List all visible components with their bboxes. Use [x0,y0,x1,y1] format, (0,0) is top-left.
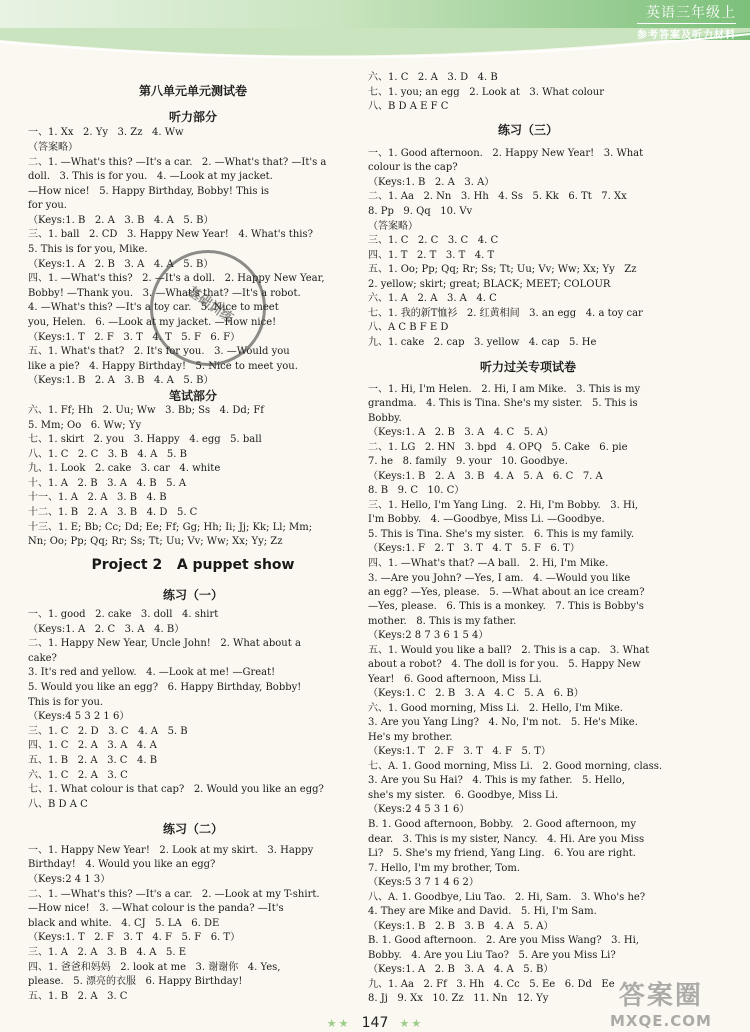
answer-line: I'm Bobby. 4. —Goodbye, Miss Li. —Goodbye. [368,514,605,525]
answer-line: for you. [28,200,67,211]
answer-line: 六、1. C 2. A 3. D 4. B [368,72,498,83]
answer-line: mother. 8. This is my father. [368,616,517,627]
answer-line: 三、1. A 2. A 3. B 4. A 5. E [28,947,187,958]
answer-line: 六、1. A 2. A 3. A 4. C [368,293,497,304]
answer-line: 十一、1. A 2. A 3. B 4. B [28,492,167,503]
answer-line: 5. This is for you, Mike. [28,244,148,255]
answer-line: 五、1. Would you like a ball? 2. This is a cap. 3. What [368,645,650,656]
answer-line: 六、1. Ff; Hh 2. Uu; Ww 3. Bb; Ss 4. Dd; Ff [28,405,264,416]
answer-line: 六、1. Good morning, Miss Li. 2. Hello, I'm Mike. [368,703,623,714]
header-rule [637,23,736,24]
page-number: 147 [361,1015,389,1031]
answer-line: Birthday! 4. Would you like an egg? [28,859,216,870]
answer-line: Bobby! —Thank you. 3. —What's that? —It's a robot. [28,288,301,299]
answer-line: 五、1. B 2. A 3. C 4. B [28,755,158,766]
answer-line: 三、1. Hello, I'm Yang Ling. 2. Hi, I'm Bobby. 3. Hi, [368,500,639,511]
answer-line: grandma. 4. This is Tina. She's my sister. 5. This is [368,398,638,409]
answer-line: B. 1. Good afternoon. 2. Are you Miss Wang? 3. Hi, [368,935,639,946]
answer-line: （答案略） [368,221,418,232]
answer-line: 3. Are you Yang Ling? 4. No, I'm not. 5. He's Mike. [368,717,638,728]
answer-line: —Yes, please. 6. This is a monkey. 7. This is Bobby's [368,601,644,612]
answer-line: 八、A C B F E D [368,322,449,333]
stamp-text: 基础训练 [184,284,236,327]
answer-line: Bobby. [368,413,402,424]
answer-line: （Keys:1. A 2. B 3. A 4. C 5. A） [368,427,554,438]
footer-stars-left: ★★ [326,1017,351,1030]
answer-line: 七、1. skirt 2. you 3. Happy 4. egg 5. ball [28,434,262,445]
answer-line: （Keys:1. A 2. B 3. A 4. A 5. B） [28,259,214,270]
answer-line: （Keys:1. F 2. T 3. T 4. T 5. F 6. T） [368,543,580,554]
answer-line: （Keys:1. B 2. B 3. B 4. A 5. A） [368,921,554,932]
answer-line: 3. Are you Su Hai? 4. This is my father. 5. Hello, [368,775,625,786]
answer-line: B. 1. Good afternoon, Bobby. 2. Good afternoon, my [368,819,637,830]
answer-line: Bobby. 4. Are you Liu Tao? 5. Are you Miss Li? [368,950,616,961]
answer-line: 五、1. Oo; Pp; Qq; Rr; Ss; Tt; Uu; Vv; Ww; Xx; Yy Zz [368,264,637,275]
answer-line: 二、1. —What's this? —It's a car. 2. —Look at my T-shirt. [28,889,320,900]
answer-line: He's my brother. [368,732,453,743]
answer-line: —How nice! 5. Happy Birthday, Bobby! This is [28,186,270,197]
answer-line: 二、1. Happy New Year, Uncle John! 2. What about a [28,638,301,649]
answer-line: 一、1. Hi, I'm Helen. 2. Hi, I am Mike. 3. This is my [368,384,641,395]
answer-line: you, Helen. 6. —Look at my jacket. —How nice! [28,317,277,328]
answer-line: 九、1. Aa 2. Ff 3. Hh 4. Cc 5. Ee 6. Dd Ee [368,979,615,990]
answer-line: 四、1. C 2. A 3. A 4. A [28,740,157,751]
answer-line: 四、1. —What's this? 2. —It's a doll. 2. Happy New Year, [28,273,325,284]
answer-line: 5. Mm; Oo 6. Ww; Yy [28,420,142,431]
answer-line: 三、1. C 2. D 3. C 4. A 5. B [28,726,188,737]
answer-line: （Keys:1. C 2. B 3. A 4. C 5. A 6. B） [368,688,584,699]
answer-line: 二、1. Aa 2. Nn 3. Hh 4. Ss 5. Kk 6. Tt 7. Xx [368,191,627,202]
answer-line: 一、1. good 2. cake 3. doll 4. shirt [28,609,219,620]
answer-line: 九、1. Look 2. cake 3. car 4. white [28,463,221,474]
answer-line: 七、1. What colour is that cap? 2. Would you like an egg? [28,784,324,795]
answer-line: 7. Hello, I'm my brother, Tom. [368,863,520,874]
answer-line: 十、1. A 2. B 3. A 4. B 5. A [28,478,187,489]
section-title: 听力过关专项试卷 [479,360,576,374]
answer-line: 3. —Are you John? —Yes, I am. 4. —Would you like [368,573,631,584]
section-title: 练习（一） [162,588,223,602]
answer-line: （Keys:1. A 2. B 3. A 4. A 5. B） [368,964,554,975]
header-book-title: 英语三年级上 [646,5,736,21]
answer-line: 七、A. 1. Good morning, Miss Li. 2. Good morning, class. [368,761,663,772]
footer-stars-right: ★★ [399,1017,424,1030]
answer-line: cake? [28,653,57,664]
answer-line: 7. he 8. family 9. your 10. Goodbye. [368,456,568,467]
answer-line: （Keys:5 3 7 1 4 6 2） [368,877,479,888]
answer-line: This is for you. [28,697,104,708]
answer-line: 四、1. 爸爸和妈妈 2. look at me 3. 谢谢你 4. Yes, [28,962,281,973]
answer-line: 4. —What's this? —It's a toy car. 5. Nice to meet [28,302,279,313]
answer-line: （Keys:1. T 2. F 3. T 4. F 5. F 6. T） [28,932,241,943]
answer-line: 4. They are Mike and David. 5. Hi, I'm Sam. [368,906,597,917]
answer-line: 五、1. B 2. A 3. C [28,991,128,1002]
page-footer [0,1012,750,1031]
answer-line: 一、1. Good afternoon. 2. Happy New Year! 3. What [368,148,644,159]
answer-line: 八、B D A C [28,799,88,810]
answer-line: like a pie? 4. Happy Birthday! 5. Nice to meet you. [28,361,298,372]
answer-line: black and white. 4. CJ 5. LA 6. DE [28,918,220,929]
answer-line: 八、1. C 2. C 3. B 4. A 5. B [28,449,187,460]
answer-line: 三、1. ball 2. CD 3. Happy New Year! 4. What's this? [28,229,313,240]
answer-line: colour is the cap? [368,162,458,173]
answer-line: 一、1. Xx 2. Yy 3. Zz 4. Ww [28,127,184,138]
answer-line: 七、1. 我的新T恤衫 2. 红黄相间 3. an egg 4. a toy car [368,308,643,319]
answer-line: an egg? —Yes, please. 5. —What about an ice cream? [368,587,645,598]
answer-line: （答案略） [28,142,78,153]
answer-line: 8. Pp 9. Qq 10. Vv [368,206,473,217]
answer-line: Li? 5. She's my friend, Yang Ling. 6. You are right. [368,848,636,859]
answer-line: （Keys:1. B 2. A 3. B 4. A 5. B） [28,375,214,386]
answer-line: 八、B D A E F C [368,101,449,112]
answer-line: （Keys:1. B 2. A 3. B 4. A 5. B） [28,215,214,226]
page-header [637,2,736,41]
answer-line: 一、1. Happy New Year! 2. Look at my skirt. 3. Happy [28,845,314,856]
answer-line: 三、1. C 2. C 3. C 4. C [368,235,499,246]
answer-line: （Keys:1. T 2. F 3. T 4. F 5. T） [368,746,551,757]
answer-line: （Keys:1. A 2. C 3. A 4. B） [28,624,185,635]
answer-line: 二、1. LG 2. HN 3. bpd 4. OPQ 5. Cake 6. pie [368,442,628,453]
section-title: 听力部分 [168,110,217,124]
answer-line: 八、A. 1. Goodbye, Liu Tao. 2. Hi, Sam. 3. Who's he? [368,892,646,903]
answer-line: 九、1. cake 2. cap 3. yellow 4. cap 5. He [368,337,597,348]
answer-line: Nn; Oo; Pp; Qq; Rr; Ss; Tt; Uu; Vv; Ww; Xx; Yy; Zz [28,536,283,547]
section-title: 第八单元单元测试卷 [138,84,247,98]
answer-line: 七、1. you; an egg 2. Look at 3. What colour [368,87,605,98]
section-title: 练习（三） [497,123,558,137]
answer-line: （Keys:2 8 7 3 6 1 5 4） [368,630,489,641]
answer-line: 2. yellow; skirt; great; BLACK; MEET; COLOUR [368,279,611,290]
header-section-title: 参考答案及听力材料 [637,30,736,41]
section-title: 笔试部分 [168,389,217,403]
section-title: Project 2 A puppet show [91,557,295,573]
answer-line: please. 5. 漂亮的衣服 6. Happy Birthday! [28,976,243,987]
answer-line: —How nice! 3. —What colour is the panda? —It's [28,903,284,914]
watermark-line2: MXQE.COM [610,1012,712,1030]
answer-line: 五、1. What's that? 2. It's for you. 3. —Would you [28,346,290,357]
answer-line: doll. 3. This is for you. 4. —Look at my jacket. [28,171,273,182]
answer-line: 3. It's red and yellow. 4. —Look at me! —Great! [28,667,276,678]
answer-line: 十二、1. B 2. A 3. B 4. D 5. C [28,507,198,518]
answer-line: 5. This is Tina. She's my sister. 6. This is my family. [368,529,635,540]
answer-line: （Keys:4 5 3 2 1 6） [28,711,130,722]
answer-line: about a robot? 4. The doll is for you. 5. Happy New [368,659,641,670]
answer-line: 四、1. T 2. T 3. T 4. T [368,250,495,261]
answer-line: （Keys:2 4 1 3） [28,874,111,885]
section-title: 练习（二） [162,822,223,836]
answer-line: （Keys:2 4 5 3 1 6） [368,804,470,815]
watermark-line1: 答案圈 [618,981,703,1011]
answer-line: dear. 3. This is my sister, Nancy. 4. Hi. Are you Miss [368,834,645,845]
answer-line: 5. Would you like an egg? 6. Happy Birthday, Bobby! [28,682,302,693]
answer-line: 四、1. —What's that? —A ball. 2. Hi, I'm Mike. [368,558,609,569]
answer-line: 二、1. —What's this? —It's a car. 2. —What's that? —It's a [28,157,327,168]
answer-line: 六、1. C 2. A 3. C [28,770,128,781]
answer-line: she's my sister. 6. Goodbye, Miss Li. [368,790,559,801]
answer-line: （Keys:1. B 2. A 3. A） [368,177,495,188]
answer-line: 8. Jj 9. Xx 10. Zz 11. Nn 12. Yy [368,993,549,1004]
answer-line: 8. B 9. C 10. C） [368,485,465,496]
answer-line: Year! 6. Good afternoon, Miss Li. [368,674,542,685]
answer-line: （Keys:1. B 2. A 3. B 4. A 5. A 6. C 7. A [368,471,603,482]
answer-line: （Keys:1. T 2. F 3. T 4. T 5. F 6. F） [28,332,241,343]
answer-line: 十三、1. E; Bb; Cc; Dd; Ee; Ff; Gg; Hh; Ii; Jj; Kk; Ll; Mm; [28,522,313,533]
